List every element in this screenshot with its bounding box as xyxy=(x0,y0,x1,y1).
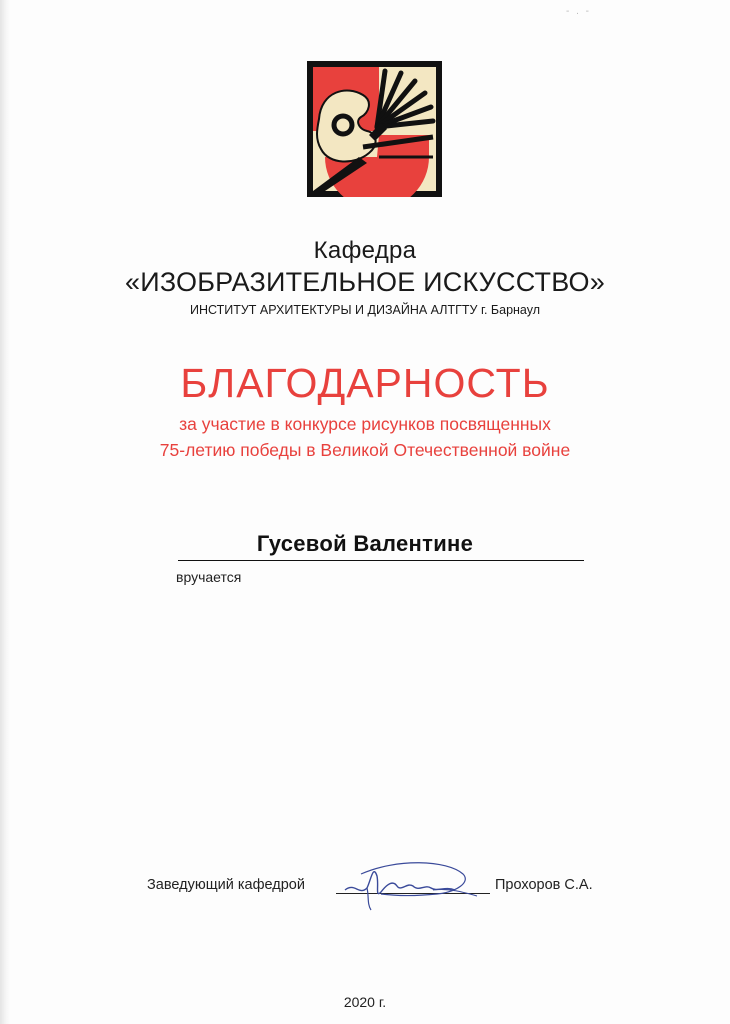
recipient-name: Гусевой Валентине xyxy=(256,531,474,556)
department-name: «ИЗОБРАЗИТЕЛЬНОЕ ИСКУССТВО» xyxy=(125,267,605,297)
palette-brush-logo-icon xyxy=(307,61,442,197)
awarded-label: вручается xyxy=(176,569,242,585)
institute-name: ИНСТИТУТ АРХИТЕКТУРЫ И ДИЗАЙНА АЛТГТУ г. Барнаул xyxy=(189,303,541,317)
scan-speck: - . - xyxy=(566,6,591,17)
reason-line-2: 75-летию победы в Великой Отечественной войне xyxy=(159,440,571,460)
handwritten-signature xyxy=(337,852,487,912)
certificate-reason xyxy=(0,411,730,463)
certificate-year: 2020 г. xyxy=(343,994,387,1010)
signatory-title: Заведующий кафедрой xyxy=(147,877,305,893)
reason-line-1: за участие в конкурсе рисунков посвященных xyxy=(179,414,551,434)
signatory-name: Прохоров С.А. xyxy=(495,877,593,893)
scan-edge xyxy=(0,0,10,1024)
department-label: Кафедра xyxy=(313,237,417,264)
certificate-title: БЛАГОДАРНОСТЬ xyxy=(180,360,550,406)
recipient-underline xyxy=(178,560,584,561)
